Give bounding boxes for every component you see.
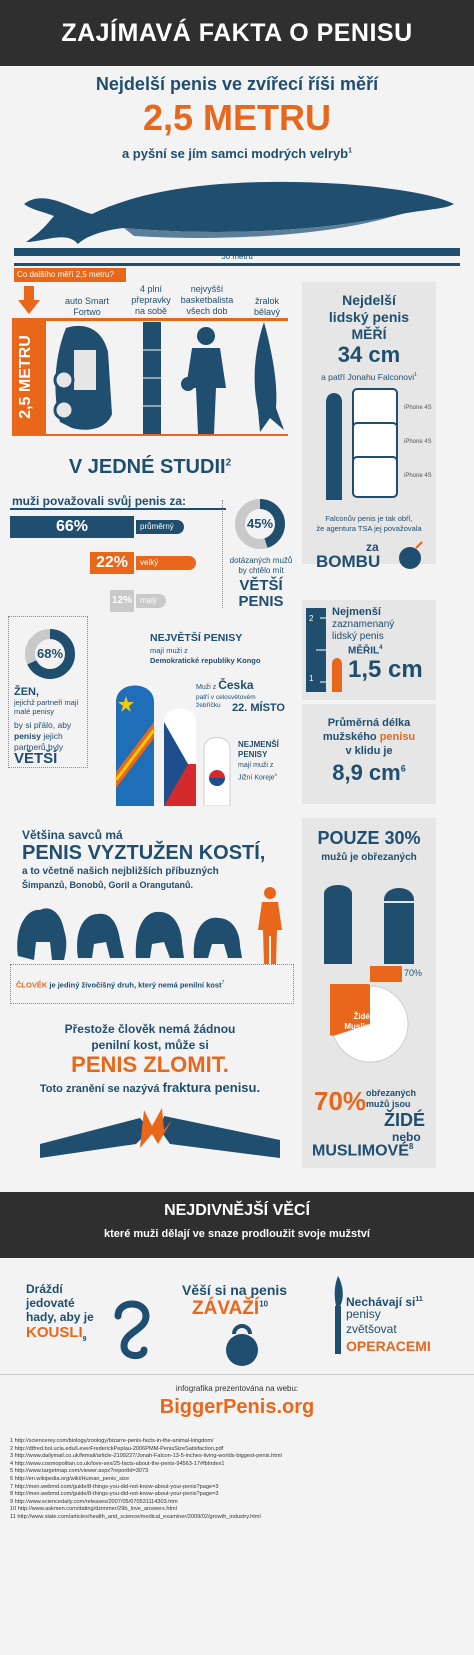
compare-shark: žralok bělavý — [253, 296, 280, 317]
scalpel-icon — [330, 1276, 346, 1354]
compare-basketball: nejvyšší basketbalista všech dob — [180, 284, 234, 316]
whale-owner: a pyšní se jím samci modrých velryb$^1$ — [121, 146, 353, 161]
iphone-3: iPhone 4S — [352, 456, 398, 498]
donut-45-pct: 45% — [246, 516, 274, 531]
fracture-big: PENIS ZLOMIT. — [71, 1052, 229, 1077]
whale-illustration — [14, 170, 460, 256]
strangest-sub: které muži dělají ve snaze prodloužit svoje mužství — [104, 1228, 370, 1240]
weight-icon — [222, 1324, 262, 1368]
korea-text: Jižní Koreje$^5$ — [238, 772, 277, 782]
bigger-penis: VĚTŠÍ PENIS — [238, 577, 284, 610]
footnote[interactable]: 3 http://www.dailymail.co.uk/femail/article-2199227/Jonah-Falcon-13-5-inches-living-worlds-biggest-penis.html — [10, 1453, 282, 1460]
tsa-text-1: Falconův penis je tak obří, — [325, 514, 413, 523]
circ-pie-text: Židé a Muslimové — [344, 1012, 386, 1031]
tsa-text-2: že agentura TSA jej považovala — [316, 524, 422, 533]
average-l2: mužského penisu — [322, 731, 416, 743]
bar-big: 22% — [90, 552, 134, 574]
human-silhouette — [258, 886, 282, 964]
women-l2: jejichž partneři mají malé penisy — [14, 698, 79, 716]
snake-l4: $KOUSLI_9$ — [26, 1324, 87, 1343]
circ-bar — [370, 966, 402, 982]
average-l4: v klidu je — [345, 745, 393, 757]
footnote[interactable]: 9 http://www.sciencedaily.com/releases/2007/05/070531114303.htm — [10, 1498, 178, 1505]
circ-sub: mužů je obřezaných — [321, 852, 417, 863]
fracture-l1: Přestože člověk nemá žádnou — [64, 1022, 236, 1036]
ruler-1: 1 — [309, 674, 314, 683]
bar-average: 66% — [10, 516, 134, 538]
smallest-title: NEJMENŠÍ PENISY — [238, 740, 279, 759]
footnote[interactable]: 5 http://www.targetmap.com/viewer.aspx?reportId=3073 — [10, 1468, 149, 1475]
donut-68-pct: 68% — [36, 646, 64, 661]
comparison-illustrations — [46, 322, 290, 434]
bar-average-label: průměrný — [136, 520, 184, 534]
largest-sub: mají muži z — [150, 646, 188, 655]
za-text: za — [366, 540, 379, 554]
broken-bone-icon — [40, 1100, 280, 1166]
snake-l2: jedovaté — [26, 1296, 75, 1310]
men-considered: muži považovali svůj penis za: — [12, 494, 187, 508]
infographic-title: ZAJÍMAVÁ FAKTA O PENISU — [0, 0, 474, 66]
whale-question: Co dalšího měří 2,5 metru? — [14, 268, 126, 282]
snake-l1: Dráždí — [26, 1282, 63, 1296]
circ-silhouettes — [318, 880, 422, 968]
footnotes — [10, 1438, 464, 1522]
footnote[interactable]: 10 http://www.askmen.com/dating/dzimmer/29b_love_answers.html — [10, 1506, 177, 1513]
iphone-1: iPhone 4S — [352, 388, 398, 430]
source-divider — [0, 1374, 474, 1375]
whale-big-value: 2,5 METRU — [142, 97, 332, 138]
primate-silhouettes — [14, 896, 294, 962]
largest-title: NEJVĚTŠÍ PENISY — [150, 632, 243, 644]
footnote[interactable]: 6 http://en.wikipedia.org/wiki/Human_penis_size — [10, 1475, 130, 1482]
fracture-l2: penilní kost, může si — [91, 1038, 209, 1052]
footnote[interactable]: 8 http://men.webmd.com/guide/8-things-you-did-not-know-about-your-penis?page=3 — [10, 1491, 219, 1498]
source-site[interactable]: BiggerPenis.org — [159, 1396, 315, 1418]
footnote[interactable]: 11 http://www.slate.com/articles/health_and_science/medical_examiner/2009/02/growth_industry.html — [10, 1513, 261, 1520]
circ-zide: ŽIDÉ — [384, 1110, 426, 1130]
bombu-text: BOMBU — [316, 552, 381, 571]
snake-icon — [110, 1296, 154, 1366]
bar-small: 12% — [110, 590, 134, 612]
bone-l3: a to včetně našich nejbližších příbuzných — [22, 866, 219, 877]
longest-human-l3: MĚŘÍ — [351, 326, 387, 342]
longest-human-value: 34 cm — [337, 342, 401, 367]
compare-crates: 4 plní přepravky na sobě — [131, 284, 171, 316]
bomb-icon — [396, 540, 426, 570]
compare-smart: auto Smart Fortwo — [64, 296, 110, 317]
average-l1: Průměrná délka — [327, 717, 411, 729]
weight-l2: ZÁVAŽÍ$^{10}$ — [192, 1298, 269, 1319]
flag-silhouettes — [112, 682, 240, 806]
footnote[interactable]: 1 http://sciencerey.com/biology/zoology/bizarre-penis-facts-in-the-animal-kingdom/ — [10, 1438, 214, 1444]
kongo-text: Demokratické republiky Kongo — [150, 656, 261, 665]
circ-pct: 70% — [314, 1086, 367, 1116]
cz-text-1: Muži z Česka — [196, 678, 254, 692]
whale-intro: Nejdelší penis ve zvířecí říši měří — [95, 74, 379, 94]
longest-human-owner: a patří Jonahu Falconovi$^1$ — [321, 372, 417, 382]
smallest-value: 1,5 cm — [348, 656, 423, 683]
human-text: ČLOVĚK je jediný živočišný druh, který nemá penilní kost$^7$ — [16, 980, 225, 990]
iphone-2: iPhone 4S — [352, 422, 398, 464]
study-divider — [10, 508, 226, 510]
circ-t2: mužů jsou — [366, 1099, 411, 1109]
circ-bar-label: 70% — [404, 968, 423, 978]
footnote[interactable]: 7 http://men.webmd.com/guide/8-things-you-did-not-know-about-your-penis?page=3 — [10, 1483, 219, 1490]
smallest-l3: lidský penis — [332, 631, 384, 642]
side-label: 2,5 METRU — [17, 335, 34, 419]
source-text: infografika prezentována na webu: — [175, 1384, 299, 1393]
fracture-l3: Toto zranění se nazývá fraktura penisu. — [39, 1080, 261, 1095]
op-l2: penisy — [346, 1307, 381, 1321]
arrow-down-icon — [18, 286, 40, 314]
smallest-sub: mají muži z — [238, 762, 274, 769]
circ-nebo: nebo — [392, 1130, 421, 1144]
cz-rank: 22. MÍSTO — [232, 702, 285, 714]
longest-human-l2: lidský penis — [328, 309, 410, 325]
op-l1: Nechávají $si^{11}$ — [346, 1295, 423, 1309]
women-bigger: VĚTŠÍ — [14, 750, 58, 767]
study-dotted-line — [222, 500, 223, 608]
smallest-l2: zaznamenaný — [332, 619, 395, 630]
op-l3: zvětšovat — [346, 1322, 397, 1336]
longest-human-l1: Nejdelší — [342, 292, 396, 308]
women-l1: ŽEN, — [14, 686, 40, 698]
bar-small-label: malý — [136, 594, 166, 608]
bar-big-label: velký — [136, 556, 196, 570]
strangest-title: NEJDIVNĚJŠÍ VĚCÍ — [164, 1202, 310, 1219]
smallest-l1: Nejmenší — [332, 606, 381, 618]
bone-l2: PENIS VYZTUŽEN KOSTÍ, — [22, 842, 266, 864]
average-value: 8,9 $cm^6$ — [332, 760, 406, 785]
whale-scale-bar — [14, 263, 460, 266]
circ-t1: obřezaných — [366, 1088, 417, 1098]
bone-l1: Většina savců má — [22, 828, 123, 842]
weight-l1: Věší si na penis — [182, 1282, 288, 1298]
study-title: V JEDNÉ STUDII$^2$ — [68, 456, 232, 478]
bottom-line — [46, 434, 288, 436]
top-line — [46, 318, 288, 321]
circ-musl: MUSLIMOVÉ$^8$ — [312, 1142, 414, 1160]
women-l3: by si přálo, aby penisy jejich partnerů byly — [14, 720, 72, 752]
snake-l3: hady, aby je — [26, 1310, 94, 1324]
smallest-silhouette — [330, 656, 344, 692]
footnote[interactable]: 4 http://www.cosmopolitan.co.uk/love-sex/25-facts-about-the-penis-94563-17#fbIndex1 — [10, 1460, 225, 1467]
cz-text-2: patří v celosvětovém žebříčku — [196, 694, 256, 709]
footnote[interactable]: 2 http://dtfred.bol.ucla.edu/LeverFrederickPeplau-2006PMM-PenisSizeSatisfaction.pdf — [10, 1445, 224, 1452]
smallest-l4: MĚŘIL$^4$ — [348, 645, 383, 657]
circ-top: POUZE 30% — [317, 828, 421, 848]
bone-l4: Šimpanzů, Bonobů, Goril a Orangutanů. — [22, 880, 193, 890]
ruler-2: 2 — [309, 614, 314, 623]
donut-45-text: dotázaných mužů by chtělo mít — [229, 556, 293, 575]
whale-scale-label: 30 metrů — [221, 252, 253, 261]
longest-human-silhouette — [322, 388, 346, 500]
op-l4: OPERACEMI — [346, 1338, 431, 1354]
